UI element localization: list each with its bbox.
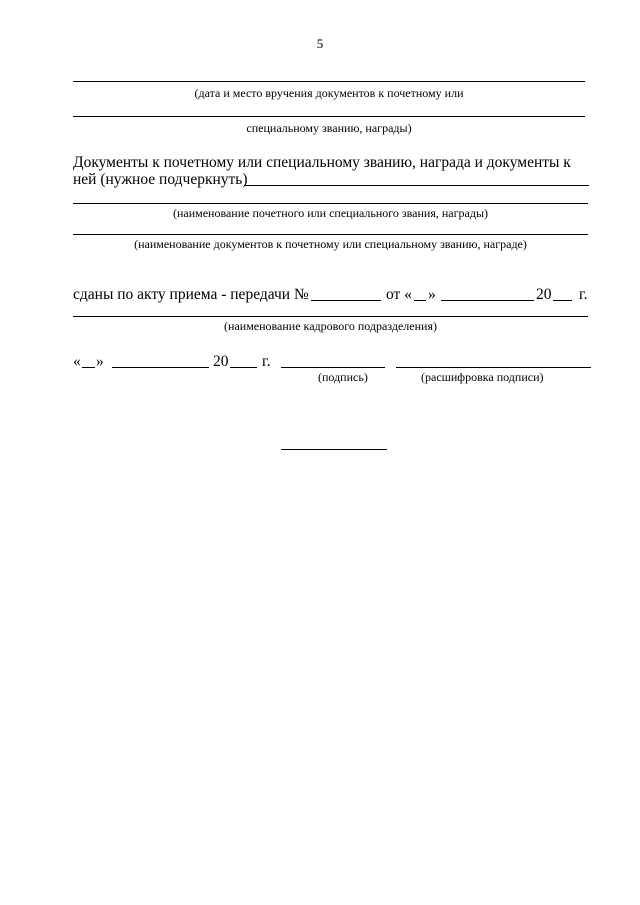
act-year-prefix: 20 — [536, 286, 552, 303]
date-place-line-1 — [73, 81, 585, 82]
act-year-blank — [553, 300, 572, 301]
documents-sentence-line-2: ней (нужное подчеркнуть) — [73, 171, 248, 188]
title-name-caption: (наименование почетного или специального звания, награды) — [172, 206, 489, 220]
act-day-blank — [414, 300, 426, 301]
signature-decode-caption: (расшифровка подписи) — [421, 370, 544, 384]
date-place-line-2 — [73, 116, 585, 117]
date-place-caption-2: специальному званию, награды) — [246, 121, 412, 135]
end-separator — [281, 449, 387, 450]
underline-choice-line — [244, 185, 589, 186]
date-place-caption-1: (дата и место вручения документов к почетному или — [194, 86, 464, 100]
act-quote-close: » — [428, 286, 436, 303]
act-month-blank — [441, 300, 534, 301]
date-month-blank — [112, 367, 209, 368]
signature-caption: (подпись) — [318, 370, 368, 384]
date-day-blank — [82, 367, 95, 368]
date-year-blank — [230, 367, 257, 368]
docs-name-caption: (наименование документов к почетному или специальному званию, награде) — [134, 237, 527, 251]
act-year-suffix: г. — [579, 286, 588, 303]
act-number-blank — [311, 300, 381, 301]
hr-unit-caption: (наименование кадрового подразделения) — [224, 319, 437, 333]
date-year-suffix: г. — [262, 353, 271, 370]
date-open-quote: « — [73, 353, 81, 370]
date-close-quote: » — [96, 353, 104, 370]
docs-name-line — [73, 234, 588, 235]
date-year-prefix: 20 — [213, 353, 229, 370]
signature-line — [281, 367, 385, 368]
signature-decode-line — [396, 367, 591, 368]
title-name-line — [73, 203, 588, 204]
page-number: 5 — [316, 36, 324, 51]
documents-sentence-line-1: Документы к почетному или специальному званию, награда и документы к — [73, 154, 571, 171]
act-from-label: от « — [386, 286, 412, 303]
hr-unit-line — [73, 316, 588, 317]
act-prefix: сданы по акту приема - передачи № — [73, 286, 309, 303]
